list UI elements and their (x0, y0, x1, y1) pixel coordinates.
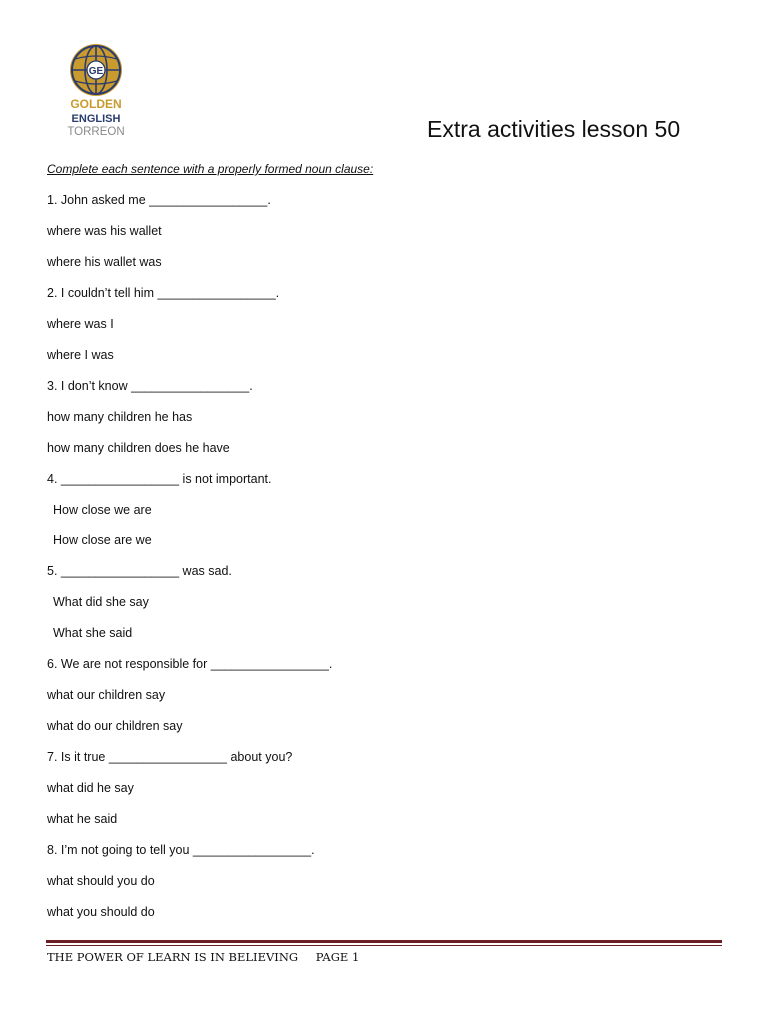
answer-option: what do our children say (47, 719, 183, 734)
footer-divider (46, 940, 722, 943)
logo-line-torreon: TORREON (67, 126, 125, 138)
answer-option: what you should do (47, 904, 155, 919)
question-line: 4. _________________ is not important. (47, 471, 272, 486)
answer-option: what did he say (47, 781, 134, 796)
logo-initials: GE (88, 66, 104, 77)
answer-option: what he said (47, 812, 118, 826)
answer-option: How close are we (53, 533, 152, 548)
footer (47, 949, 359, 965)
question-line: 7. Is it true _________________ about you? (47, 750, 293, 765)
answer-option: what our children say (47, 688, 166, 703)
answer-option: what should you do (47, 873, 155, 888)
question-line: 2. I couldn’t tell him _________________. (47, 285, 280, 300)
question-line: 5. _________________ was sad. (47, 564, 232, 579)
question-line: 8. I’m not going to tell you _________________. (47, 842, 315, 857)
footer-motto: THE POWER OF LEARN IS IN BELIEVING (47, 950, 299, 964)
question-line: 1. John asked me _________________. (47, 193, 271, 207)
answer-option: how many children does he have (47, 440, 230, 455)
footer-divider-thin (46, 945, 722, 946)
answer-option: where was I (47, 316, 114, 331)
answer-option: where was his wallet (47, 223, 162, 238)
page-number: PAGE 1 (315, 950, 360, 964)
question-line: 6. We are not responsible for _________________. (47, 657, 333, 672)
instructions-text: Complete each sentence with a properly formed noun clause: (47, 162, 374, 176)
answer-option: What did she say (53, 595, 149, 610)
logo-line-golden: GOLDEN (70, 97, 122, 111)
answer-option: how many children he has (47, 409, 193, 424)
answer-option: How close we are (53, 502, 152, 517)
answer-option: where his wallet was (47, 254, 162, 269)
question-line: 3. I don’t know _________________. (47, 378, 253, 393)
logo-line-english: ENGLISH (71, 113, 121, 125)
answer-option: where I was (47, 347, 114, 362)
golden-english-logo (56, 42, 148, 140)
answer-option: What she said (53, 626, 133, 641)
page-title: Extra activities lesson 50 (427, 116, 681, 142)
